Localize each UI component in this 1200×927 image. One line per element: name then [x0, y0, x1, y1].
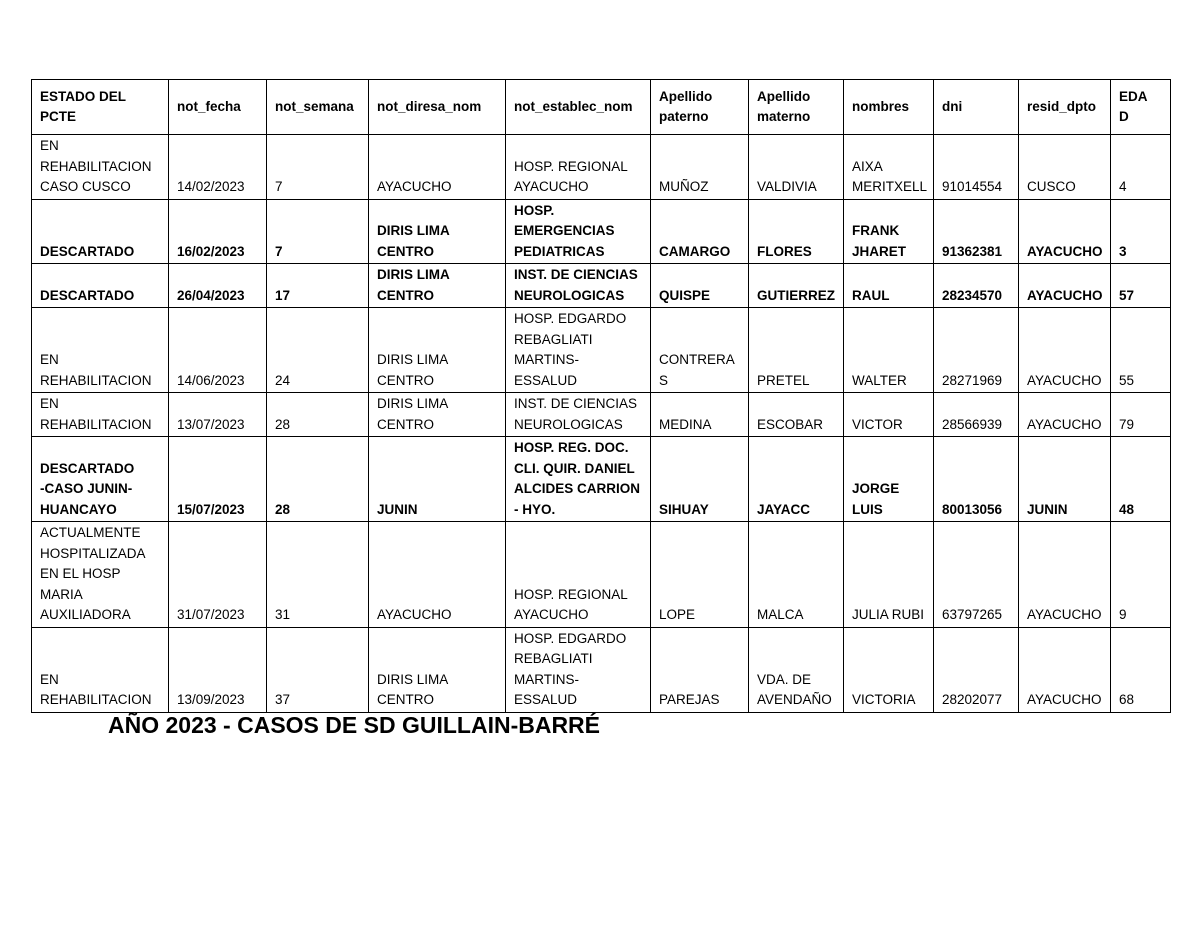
- cell-apellido-materno: ESCOBAR: [749, 393, 844, 437]
- cell-apellido-materno: VALDIVIA: [749, 135, 844, 200]
- cell-not-diresa-nom: DIRIS LIMA CENTRO: [369, 308, 506, 393]
- table-row: [32, 522, 1171, 628]
- header-edad: EDA D: [1111, 80, 1171, 135]
- header-not-semana: not_semana: [267, 80, 369, 135]
- cell-resid-dpto: AYACUCHO: [1019, 264, 1111, 308]
- table-row: [32, 437, 1171, 522]
- cell-not-diresa-nom: DIRIS LIMA CENTRO: [369, 627, 506, 712]
- cell-dni: 80013056: [934, 437, 1019, 522]
- document-title: AÑO 2023 - CASOS DE SD GUILLAIN-BARRÉ: [108, 712, 601, 738]
- table-row: [32, 627, 1171, 712]
- cell-not-establec-nom: HOSP. REGIONAL AYACUCHO: [506, 522, 651, 628]
- cell-estado: DESCARTADO: [32, 199, 169, 264]
- cell-not-fecha: 15/07/2023: [169, 437, 267, 522]
- cell-apellido-materno: FLORES: [749, 199, 844, 264]
- cell-not-fecha: 31/07/2023: [169, 522, 267, 628]
- cell-edad: 79: [1111, 393, 1171, 437]
- table-header-row: [32, 80, 1171, 135]
- cell-apellido-materno: GUTIERREZ: [749, 264, 844, 308]
- cell-resid-dpto: AYACUCHO: [1019, 199, 1111, 264]
- cell-not-establec-nom: HOSP. EMERGENCIAS PEDIATRICAS: [506, 199, 651, 264]
- cell-resid-dpto: JUNIN: [1019, 437, 1111, 522]
- cell-not-establec-nom: HOSP. REGIONAL AYACUCHO: [506, 135, 651, 200]
- cell-not-fecha: 16/02/2023: [169, 199, 267, 264]
- header-apellido-paterno: Apellido paterno: [651, 80, 749, 135]
- cell-apellido-paterno: LOPE: [651, 522, 749, 628]
- cell-dni: 63797265: [934, 522, 1019, 628]
- header-not-fecha: not_fecha: [169, 80, 267, 135]
- cell-apellido-materno: PRETEL: [749, 308, 844, 393]
- header-estado: ESTADO DEL PCTE: [32, 80, 169, 135]
- header-apellido-materno: Apellido materno: [749, 80, 844, 135]
- cell-dni: 28202077: [934, 627, 1019, 712]
- cell-not-fecha: 14/02/2023: [169, 135, 267, 200]
- cell-edad: 68: [1111, 627, 1171, 712]
- cell-apellido-materno: JAYACC: [749, 437, 844, 522]
- header-dni: dni: [934, 80, 1019, 135]
- header-resid-dpto: resid_dpto: [1019, 80, 1111, 135]
- cell-not-diresa-nom: DIRIS LIMA CENTRO: [369, 199, 506, 264]
- cell-apellido-paterno: CONTRERA S: [651, 308, 749, 393]
- cell-not-fecha: 13/07/2023: [169, 393, 267, 437]
- cell-not-diresa-nom: AYACUCHO: [369, 522, 506, 628]
- cell-apellido-paterno: SIHUAY: [651, 437, 749, 522]
- cell-resid-dpto: AYACUCHO: [1019, 393, 1111, 437]
- cell-not-diresa-nom: JUNIN: [369, 437, 506, 522]
- cell-not-establec-nom: HOSP. EDGARDO REBAGLIATI MARTINS- ESSALUD: [506, 308, 651, 393]
- cell-resid-dpto: AYACUCHO: [1019, 627, 1111, 712]
- cell-nombres: JULIA RUBI: [844, 522, 934, 628]
- cell-not-establec-nom: INST. DE CIENCIAS NEUROLOGICAS: [506, 264, 651, 308]
- cell-dni: 91362381: [934, 199, 1019, 264]
- cell-not-establec-nom: HOSP. REG. DOC. CLI. QUIR. DANIEL ALCIDES CARRION - HYO.: [506, 437, 651, 522]
- cell-apellido-materno: VDA. DE AVENDAÑO: [749, 627, 844, 712]
- cell-apellido-materno: MALCA: [749, 522, 844, 628]
- cell-not-diresa-nom: AYACUCHO: [369, 135, 506, 200]
- cell-not-fecha: 13/09/2023: [169, 627, 267, 712]
- header-not-establec-nom: not_establec_nom: [506, 80, 651, 135]
- cell-estado: DESCARTADO -CASO JUNIN- HUANCAYO: [32, 437, 169, 522]
- cell-not-fecha: 14/06/2023: [169, 308, 267, 393]
- cell-nombres: VICTOR: [844, 393, 934, 437]
- cell-dni: 28566939: [934, 393, 1019, 437]
- cell-not-diresa-nom: DIRIS LIMA CENTRO: [369, 393, 506, 437]
- cell-apellido-paterno: CAMARGO: [651, 199, 749, 264]
- cell-not-fecha: 26/04/2023: [169, 264, 267, 308]
- table-row: [32, 393, 1171, 437]
- header-nombres: nombres: [844, 80, 934, 135]
- cell-edad: 3: [1111, 199, 1171, 264]
- cell-estado: EN REHABILITACION CASO CUSCO: [32, 135, 169, 200]
- cell-nombres: FRANK JHARET: [844, 199, 934, 264]
- cell-apellido-paterno: PAREJAS: [651, 627, 749, 712]
- cell-edad: 57: [1111, 264, 1171, 308]
- cell-not-semana: 28: [267, 393, 369, 437]
- cell-nombres: WALTER: [844, 308, 934, 393]
- cell-nombres: AIXA MERITXELL: [844, 135, 934, 200]
- cell-edad: 48: [1111, 437, 1171, 522]
- cell-estado: DESCARTADO: [32, 264, 169, 308]
- cell-dni: 28271969: [934, 308, 1019, 393]
- cases-table: [31, 79, 1171, 713]
- cell-edad: 55: [1111, 308, 1171, 393]
- cell-not-semana: 7: [267, 135, 369, 200]
- cell-edad: 4: [1111, 135, 1171, 200]
- cell-apellido-paterno: MUÑOZ: [651, 135, 749, 200]
- cell-resid-dpto: AYACUCHO: [1019, 308, 1111, 393]
- cell-not-semana: 17: [267, 264, 369, 308]
- cell-not-diresa-nom: DIRIS LIMA CENTRO: [369, 264, 506, 308]
- cell-not-semana: 28: [267, 437, 369, 522]
- table-body: [32, 135, 1171, 713]
- cell-resid-dpto: AYACUCHO: [1019, 522, 1111, 628]
- cell-not-establec-nom: INST. DE CIENCIAS NEUROLOGICAS: [506, 393, 651, 437]
- cell-dni: 91014554: [934, 135, 1019, 200]
- table-row: [32, 199, 1171, 264]
- cell-nombres: RAUL: [844, 264, 934, 308]
- cell-apellido-paterno: MEDINA: [651, 393, 749, 437]
- cell-resid-dpto: CUSCO: [1019, 135, 1111, 200]
- cell-not-semana: 31: [267, 522, 369, 628]
- cell-estado: ACTUALMENTE HOSPITALIZADA EN EL HOSP MARIA AUXILIADORA: [32, 522, 169, 628]
- cell-apellido-paterno: QUISPE: [651, 264, 749, 308]
- cell-nombres: VICTORIA: [844, 627, 934, 712]
- cell-not-semana: 24: [267, 308, 369, 393]
- cell-estado: EN REHABILITACION: [32, 393, 169, 437]
- cell-not-semana: 37: [267, 627, 369, 712]
- cell-nombres: JORGE LUIS: [844, 437, 934, 522]
- header-not-diresa-nom: not_diresa_nom: [369, 80, 506, 135]
- cell-not-semana: 7: [267, 199, 369, 264]
- cell-estado: EN REHABILITACION: [32, 627, 169, 712]
- cell-estado: EN REHABILITACION: [32, 308, 169, 393]
- table-row: [32, 264, 1171, 308]
- cell-edad: 9: [1111, 522, 1171, 628]
- table-row: [32, 135, 1171, 200]
- cell-not-establec-nom: HOSP. EDGARDO REBAGLIATI MARTINS- ESSALUD: [506, 627, 651, 712]
- table-row: [32, 308, 1171, 393]
- cell-dni: 28234570: [934, 264, 1019, 308]
